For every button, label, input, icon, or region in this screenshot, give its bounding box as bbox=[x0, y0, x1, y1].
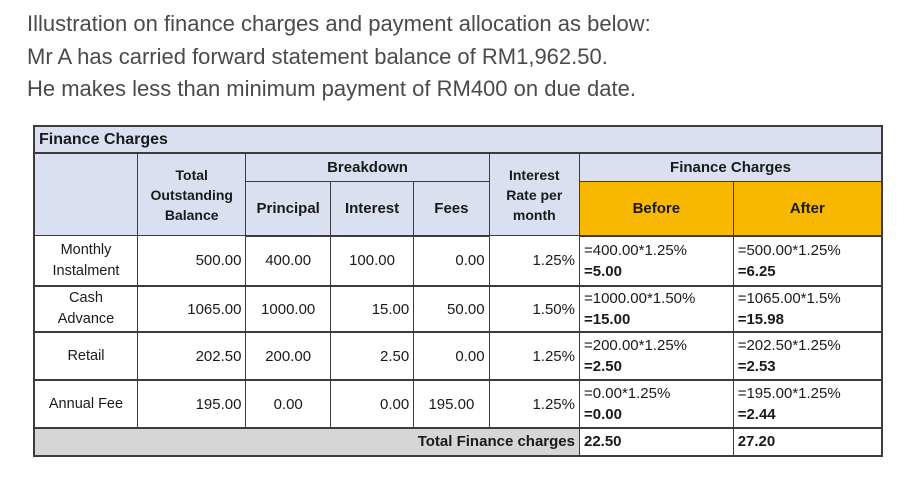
cell-fees: 0.00 bbox=[414, 332, 489, 380]
total-label: Total Finance charges bbox=[34, 428, 579, 456]
row-label bbox=[34, 380, 137, 427]
header-principal: Principal bbox=[246, 181, 330, 235]
after-expression: =195.00*1.25% bbox=[737, 385, 841, 403]
finance-charges-table bbox=[33, 125, 883, 457]
table-row bbox=[34, 332, 882, 380]
cell-principal: 200.00 bbox=[246, 332, 330, 380]
cell-interest: 0.00 bbox=[330, 380, 413, 427]
row-label-line1: Cash bbox=[69, 290, 103, 307]
cell-before bbox=[579, 332, 733, 380]
cell-principal: 0.00 bbox=[246, 380, 330, 427]
header-rate-line2: Rate per bbox=[506, 186, 563, 203]
header-before: Before bbox=[579, 181, 733, 235]
header-interest: Interest bbox=[330, 181, 413, 235]
before-result: =2.50 bbox=[583, 358, 622, 376]
header-total-line3: Balance bbox=[164, 206, 219, 223]
table-row bbox=[34, 380, 882, 427]
cell-interest: 15.00 bbox=[330, 286, 413, 332]
cell-rate: 1.25% bbox=[489, 380, 579, 427]
cell-interest: 100.00 bbox=[330, 236, 413, 286]
table-row bbox=[34, 286, 882, 332]
before-result: =5.00 bbox=[583, 262, 622, 280]
after-result: =2.44 bbox=[737, 406, 776, 424]
cell-fees: 0.00 bbox=[414, 236, 489, 286]
cell-principal: 1000.00 bbox=[246, 286, 330, 332]
cell-fees: 195.00 bbox=[414, 380, 489, 427]
table-title: Finance Charges bbox=[34, 126, 882, 153]
cell-principal: 400.00 bbox=[246, 236, 330, 286]
cell-total: 195.00 bbox=[137, 380, 246, 427]
row-label-line2: Instalment bbox=[52, 262, 120, 279]
header-blank bbox=[34, 153, 137, 235]
row-label-line2: Advance bbox=[57, 311, 115, 328]
total-after: 27.20 bbox=[733, 428, 882, 456]
header-interest-rate bbox=[489, 153, 579, 235]
row-label-line1: Monthly bbox=[60, 241, 112, 258]
before-expression: =400.00*1.25% bbox=[583, 241, 687, 259]
intro-line-2: Mr A has carried forward statement balance of RM1,962.50. bbox=[27, 43, 608, 69]
total-row bbox=[34, 428, 882, 456]
after-result: =2.53 bbox=[737, 358, 776, 376]
cell-after bbox=[733, 380, 882, 427]
intro-line-3: He makes less than minimum payment of RM400 on due date. bbox=[27, 76, 636, 101]
cell-total: 202.50 bbox=[137, 332, 246, 380]
cell-after bbox=[733, 286, 882, 332]
header-rate-line3: month bbox=[512, 206, 556, 223]
header-rate-line1: Interest bbox=[508, 166, 560, 183]
header-total-outstanding bbox=[137, 153, 246, 235]
intro-text bbox=[27, 8, 651, 106]
after-result: =15.98 bbox=[737, 311, 784, 329]
row-label bbox=[34, 236, 137, 286]
cell-after bbox=[733, 332, 882, 380]
table-row bbox=[34, 236, 882, 286]
cell-rate: 1.25% bbox=[489, 332, 579, 380]
header-total-line2: Outstanding bbox=[150, 186, 233, 203]
header-after: After bbox=[733, 181, 882, 235]
row-label bbox=[34, 332, 137, 380]
cell-total: 500.00 bbox=[137, 236, 246, 286]
intro-line-1: Illustration on finance charges and payment allocation as below: bbox=[27, 11, 651, 36]
cell-after bbox=[733, 236, 882, 286]
cell-before bbox=[579, 286, 733, 332]
after-expression: =1065.00*1.5% bbox=[737, 290, 841, 308]
header-total-line1: Total bbox=[175, 166, 208, 183]
row-label-line1: Retail bbox=[67, 347, 105, 364]
header-fees: Fees bbox=[414, 181, 489, 235]
cell-rate: 1.25% bbox=[489, 236, 579, 286]
before-result: =0.00 bbox=[583, 406, 622, 424]
before-expression: =200.00*1.25% bbox=[583, 337, 687, 355]
cell-before bbox=[579, 236, 733, 286]
after-result: =6.25 bbox=[737, 262, 776, 280]
row-label-line1: Annual Fee bbox=[48, 395, 124, 412]
cell-rate: 1.50% bbox=[489, 286, 579, 332]
cell-total: 1065.00 bbox=[137, 286, 246, 332]
total-before: 22.50 bbox=[579, 428, 733, 456]
header-breakdown: Breakdown bbox=[246, 153, 489, 181]
before-result: =15.00 bbox=[583, 311, 631, 329]
row-label bbox=[34, 286, 137, 332]
cell-before bbox=[579, 380, 733, 427]
after-expression: =500.00*1.25% bbox=[737, 241, 841, 259]
after-expression: =202.50*1.25% bbox=[737, 337, 841, 355]
cell-fees: 50.00 bbox=[414, 286, 489, 332]
header-finance-charges: Finance Charges bbox=[579, 153, 882, 181]
cell-interest: 2.50 bbox=[330, 332, 413, 380]
before-expression: =0.00*1.25% bbox=[583, 385, 671, 403]
before-expression: =1000.00*1.50% bbox=[583, 290, 696, 308]
